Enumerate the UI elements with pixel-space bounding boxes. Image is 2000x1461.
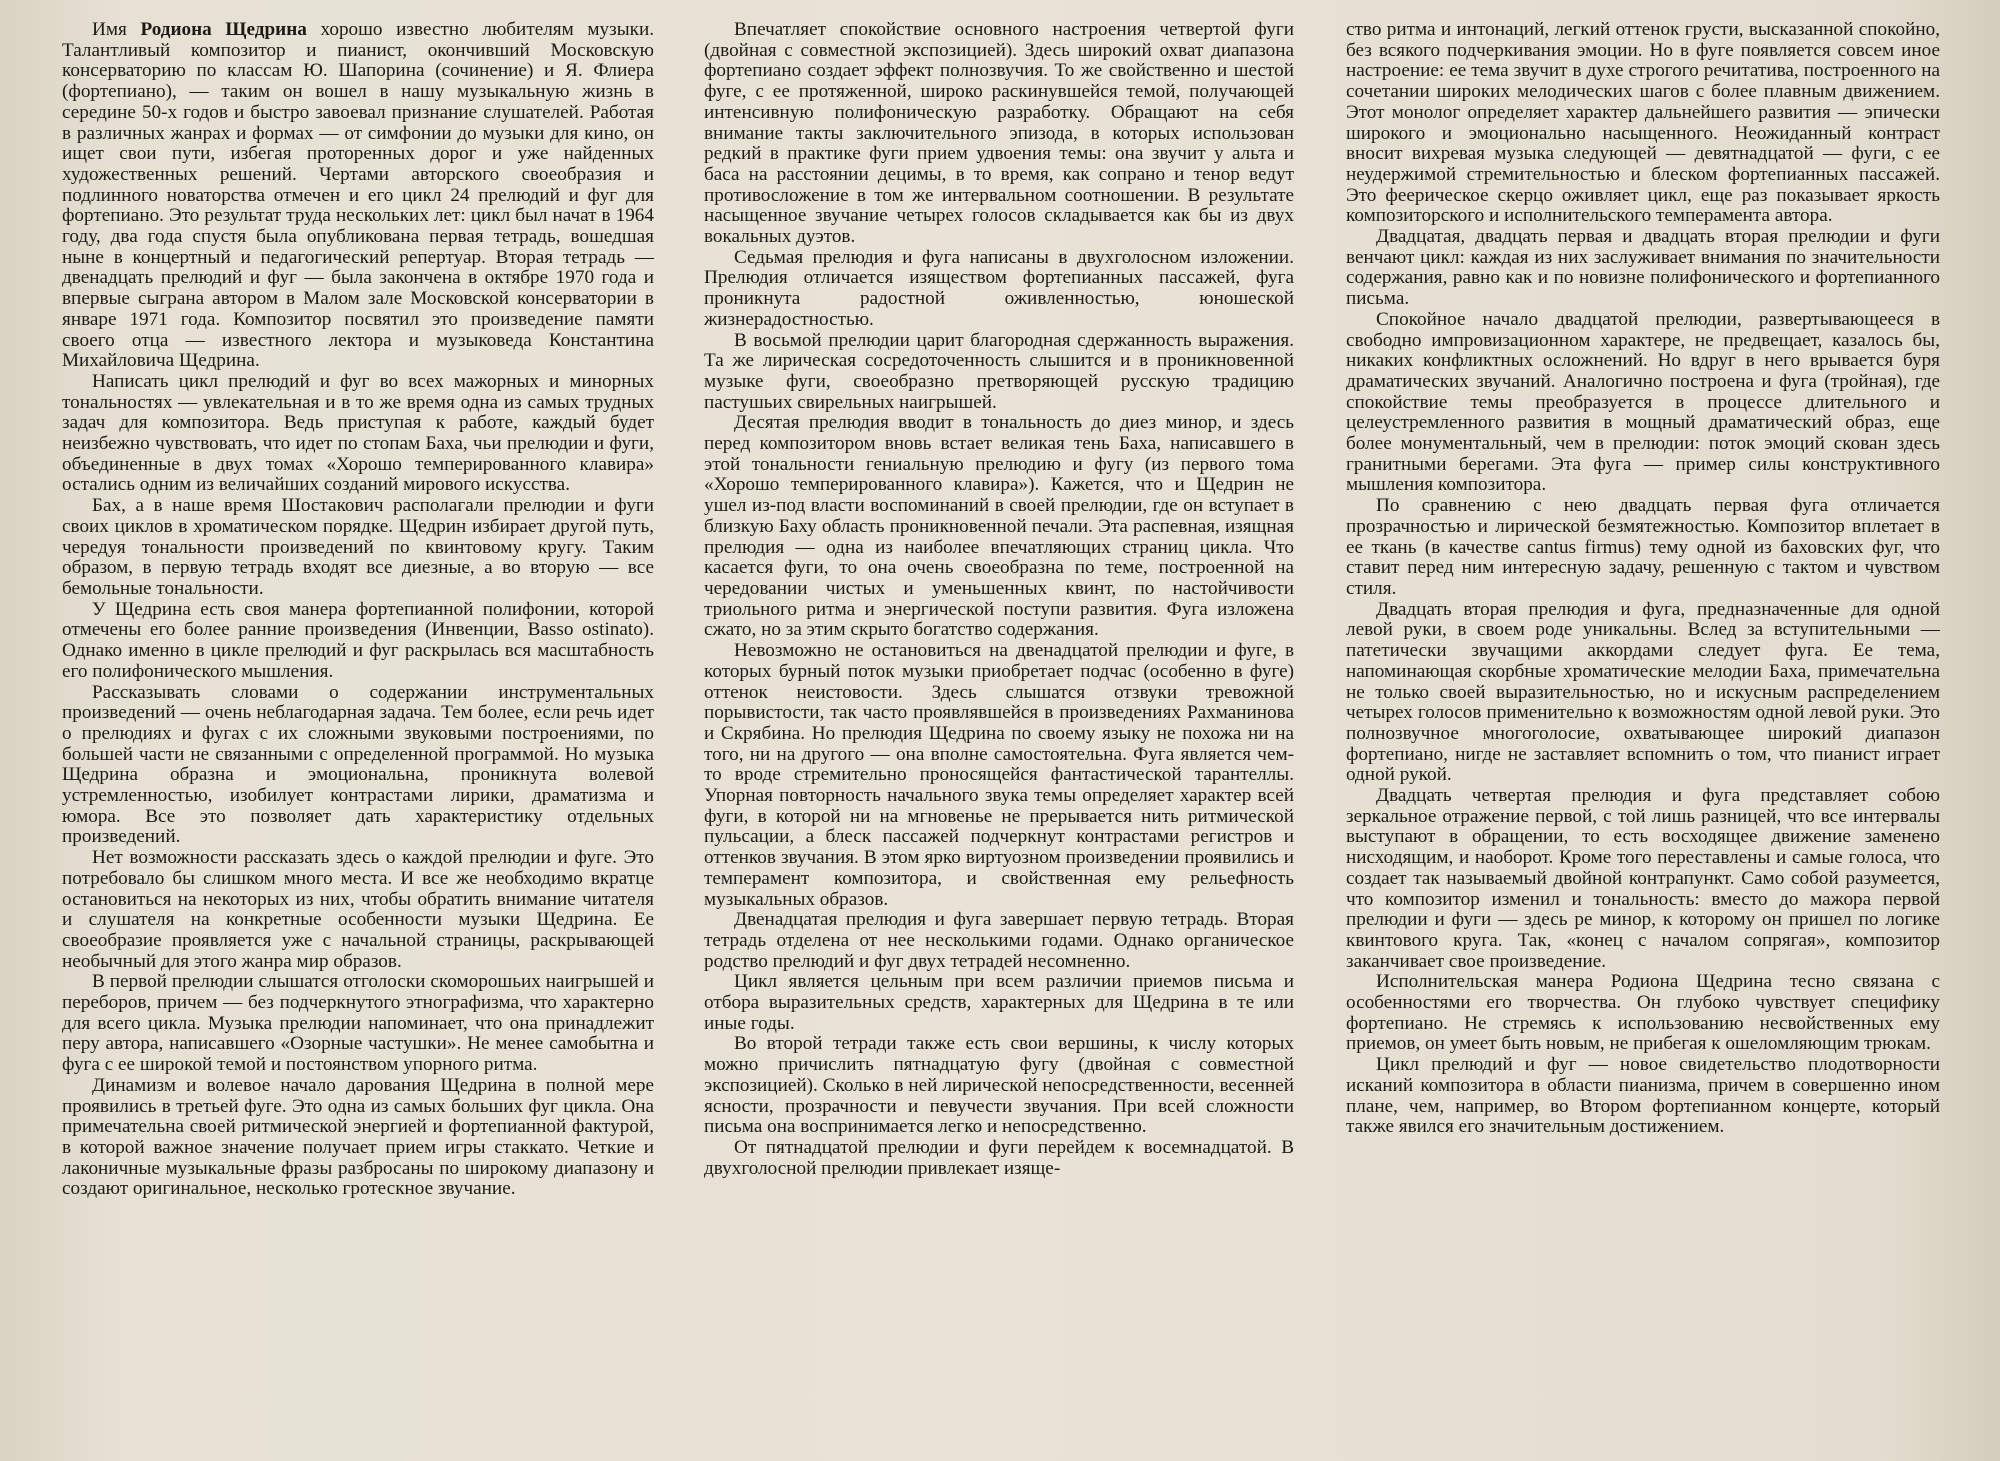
paragraph: Двадцать четвертая прелюдия и фуга представляет собою зеркальное отражение первой, с той лишь разницей, что все интервалы выступают в обращении, то есть восходящее движение заменено нисходящим, и наоборот. Кроме того переставлены и самые голоса, что создает так называемый двойной контрапункт. Само собой разумеется, что композитор изменил и тональность: вместо до мажора первой прелюдии и фуги — здесь ре минор, к которому он пришел по логике квинтового круга. Так, «конец с началом сопрягая», композитор заканчивает свое произведение. bbox=[1346, 785, 1940, 972]
paragraph: ство ритма и интонаций, легкий оттенок грусти, высказанной спокойно, без всякого подчеркивания эмоции. Но в фуге появляется совсем иное настроение: ее тема звучит в духе строгого речитатива, построенного на сочетании широких мелодических шагов с более плавным движением. Этот монолог определяет характер дальнейшего развития — эпически широкого и эмоционально насыщенного. Неожиданный контраст вносит вихревая музыка следующей — девятнадцатой — фуги, с ее неудержимой стремительностью и блеском фортепианных пассажей. Это феерическое скерцо оживляет цикл, еще раз показывает яркость композиторского и исполнительского темперамента автора. bbox=[1346, 19, 1940, 227]
text-column-2 bbox=[704, 20, 1294, 1179]
paragraph: Нет возможности рассказать здесь о каждой прелюдии и фуге. Это потребовало бы слишком много места. И все же необходимо вкратце остановиться на некоторых из них, чтобы обратить внимание читателя и слушателя на конкретные особенности музыки Щедрина. Ее своеобразие проявляется уже с начальной страницы, раскрывающей необычный для этого жанра мир образов. bbox=[62, 847, 654, 972]
paragraph: Двадцатая, двадцать первая и двадцать вторая прелюдии и фуги венчают цикл: каждая из них заслуживает внимания по значительности содержания, равно как и по новизне полифонического и фортепианного письма. bbox=[1346, 226, 1940, 310]
paragraph: Бах, а в наше время Шостакович располагали прелюдии и фуги своих циклов в хроматическом порядке. Щедрин избирает другой путь, чередуя тональности произведений по квинтовому кругу. Таким образом, в первую тетрадь входят все диезные, а во вторую — все бемольные тональности. bbox=[62, 495, 654, 599]
paragraph: Написать цикл прелюдий и фуг во всех мажорных и минорных тональностях — увлекательная и в то же время одна из самых трудных задач для композитора. Ведь приступая к работе, каждый будет неизбежно чувствовать, что идет по стопам Баха, чьи прелюдии и фуги, объединенные в двух томах «Хорошо темперированного клавира» остались одним из величайших созданий мирового искусства. bbox=[62, 370, 654, 496]
paragraph: От пятнадцатой прелюдии и фуги перейдем к восемнадцатой. В двухголосной прелюдии привлекает изяще- bbox=[704, 1136, 1294, 1179]
paragraph: По сравнению с нею двадцать первая фуга отличается прозрачностью и лирической безмятежностью. Композитор вплетает в ее ткань (в качестве cantus firmus) тему одной из баховских фуг, что ставит перед ним интересную задачу, решенную с тактом и чувством стиля. bbox=[1346, 495, 1940, 599]
paragraph: Невозможно не остановиться на двенадцатой прелюдии и фуге, в которых бурный поток музыки приобретает подчас (особенно в фуге) оттенок неистовости. Здесь слышатся отзвуки тревожной порывистости, так часто проявлявшейся в произведениях Рахманинова и Скрябина. Но прелюдия Щедрина по своему языку не похожа ни на того, ни на другого — она вполне самостоятельна. Фуга является чем-то вроде стремительно проносящейся фантастической тарантеллы. Упорная повторность начального звука темы определяет характер всей фуги, в которой ни на мгновенье не прерывается нить ритмической пульсации, а блеск пассажей подчеркнут контрастами регистров и оттенков звучания. В этом ярко виртуозном произведении проявились и темперамент композитора, и свойственная ему рельефность музыкальных образов. bbox=[704, 640, 1294, 910]
paragraph: Динамизм и волевое начало дарования Щедрина в полной мере проявились в третьей фуге. Это одна из самых больших фуг цикла. Она примечательна своей ритмической энергией и фортепианной фактурой, в которой важное значение получает прием игры стаккато. Четкие и лаконичные музыкальные фразы разбросаны по широкому диапазону и создают оригинальное, несколько гротескное звучание. bbox=[62, 1074, 654, 1200]
paragraph: В первой прелюдии слышатся отголоски скоморошьих наигрышей и переборов, причем — без подчеркнутого этнографизма, что характерно для всего цикла. Музыка прелюдии напоминает, что она принадлежит перу автора, написавшего «Озорные частушки». Не менее самобытна и фуга с ее широкой темой и постоянством упорного ритма. bbox=[62, 971, 654, 1076]
paragraph: Десятая прелюдия вводит в тональность до диез минор, и здесь перед композитором вновь встает великая тень Баха, написавшего в этой тональности гениальную прелюдию и фугу (из первого тома «Хорошо темперированного клавира»). Кажется, что и Щедрин не ушел из-под власти воспоминаний в своей прелюдии, где он вступает в близкую Баху область проникновенной печали. Эта распевная, изящная прелюдия — одна из наиболее впечатляющих страниц цикла. Что касается фуги, то она очень своеобразна по теме, построенной на чередовании чистых и уменьшенных квинт, по настойчивости триольного ритма и энергической поступи развития. Фуга изложена сжато, но за этим скрыто богатство содержания. bbox=[704, 412, 1294, 641]
paragraph: Цикл прелюдий и фуг — новое свидетельство плодотворности исканий композитора в области пианизма, причем в совершенно ином плане, чем, например, во Втором фортепианном концерте, который также явился его значительным достижением. bbox=[1346, 1054, 1940, 1138]
text-column-3 bbox=[1346, 20, 1940, 1138]
paragraph: Спокойное начало двадцатой прелюдии, развертывающееся в свободно импровизационном характере, не предвещает, казалось бы, никаких конфликтных осложнений. Но вдруг в него врывается буря драматических звучаний. Аналогично построена и фуга (тройная), где спокойствие темы преобразуется в процессе длительного и целеустремленного развития в мощный драматический образ, еще более монументальный, чем в прелюдии: поток эмоций скован здесь гранитными берегами. Эта фуга — пример силы конструктивного мышления композитора. bbox=[1346, 308, 1940, 496]
paragraph: Во второй тетради также есть свои вершины, к числу которых можно причислить пятнадцатую фугу (двойная с совместной экспозицией). Сколько в ней лирической непосредственности, весенней ясности, прозрачности и певучести звучания. При всей сложности письма она воспринимается легко и непосредственно. bbox=[704, 1033, 1294, 1138]
paragraph: В восьмой прелюдии царит благородная сдержанность выражения. Та же лирическая сосредоточенность слышится и в проникновенной музыке фуги, своеобразно претворяющей русскую традицию пастушьих свирельных наигрышей. bbox=[704, 329, 1294, 413]
composer-name: Родиона Щедрина bbox=[140, 19, 307, 40]
paragraph-text: хорошо известно любителям музыки. Талантливый композитор и пианист, окончивший Московскую консерваторию по классам Ю. Шапорина (сочинение) и Я. Флиера (фортепиано), — таким он вошел в нашу музыкальную жизнь в середине 50-х годов и быстро завоевал признание слушателей. Работая в различных жанрах и формах — от симфонии до музыки для кино, он ищет свои пути, избегая проторенных дорог и уже найденных художественных решений. Чертами авторского своеобразия и подлинного новаторства отмечен и его цикл 24 прелюдий и фуг для фортепиано. Это результат труда нескольких лет: цикл был начат в 1964 году, два года спустя была опубликована первая тетрадь, вошедшая ныне в концертный и педагогический репертуар. Вторая тетрадь — двенадцать прелюдий и фуг — была закончена в октябре 1970 года и впервые сыграна автором в Малом зале Московской консерватории в январе 1971 года. Композитор посвятил это произведение памяти своего отца — известного лектора и музыковеда Константина Михайловича Щедрина. bbox=[62, 19, 655, 372]
paragraph: Седьмая прелюдия и фуга написаны в двухголосном изложении. Прелюдия отличается изяществом фортепианных пассажей, фуга проникнута радостной оживленностью, юношеской жизнерадостностью. bbox=[704, 246, 1294, 330]
text-column-1 bbox=[62, 20, 654, 1200]
paragraph bbox=[62, 20, 654, 372]
paragraph: Двенадцатая прелюдия и фуга завершает первую тетрадь. Вторая тетрадь отделена от нее несколькими годами. Однако органическое родство прелюдий и фуг двух тетрадей несомненно. bbox=[704, 909, 1294, 972]
paragraph: Исполнительская манера Родиона Щедрина тесно связана с особенностями его творчества. Он глубоко чувствует специфику фортепиано. Не стремясь к использованию несвойственных ему приемов, он умеет быть новым, не прибегая к ошеломляющим трюкам. bbox=[1346, 971, 1940, 1055]
paragraph: Рассказывать словами о содержании инструментальных произведений — очень неблагодарная задача. Тем более, если речь идет о прелюдиях и фугах с их сложными звуковыми построениями, по большей части не связанными с определенной программой. Но музыка Щедрина образна и эмоциональна, проникнута волевой устремленностью, изобилует контрастами лирики, драматизма и юмора. Все это позволяет дать характеристику отдельных произведений. bbox=[62, 681, 654, 848]
paragraph: Цикл является цельным при всем различии приемов письма и отбора выразительных средств, характерных для Щедрина в те или иные годы. bbox=[704, 971, 1294, 1034]
paragraph: У Щедрина есть своя манера фортепианной полифонии, которой отмечены его более ранние произведения (Инвенции, Basso ostinato). Однако именно в цикле прелюдий и фуг раскрылась вся масштабность его полифонического мышления. bbox=[62, 598, 654, 682]
paragraph: Впечатляет спокойствие основного настроения четвертой фуги (двойная с совместной экспозицией). Здесь широкий охват диапазона фортепиано создает эффект полнозвучия. То же свойственно и шестой фуге, с ее протяженной, широко раскинувшейся темой, получающей интенсивную полифоническую разработку. Обращают на себя внимание такты заключительного эпизода, в которых использован редкий в практике фуги прием удвоения темы: она звучит у альта и баса на расстоянии децимы, в то время, как сопрано и тенор ведут противосложение в том же интервальном соотношении. В результате насыщенное звучание четырех голосов складывается как бы из двух вокальных дуэтов. bbox=[704, 19, 1294, 248]
paragraph: Двадцать вторая прелюдия и фуга, предназначенные для одной левой руки, в своем роде уникальны. Вслед за вступительными — патетически звучащими аккордами следует фуга. Ее тема, напоминающая скорбные хроматические мелодии Баха, примечательна не только своей выразительностью, но и искусным распределением четырех голосов применительно к возможностям одной левой руки. Это полнозвучное многоголосие, охватывающее широкий диапазон фортепиано, нигде не заставляет вспомнить о том, что пианист играет одной рукой. bbox=[1346, 598, 1940, 786]
intro-word: Имя bbox=[92, 19, 127, 40]
